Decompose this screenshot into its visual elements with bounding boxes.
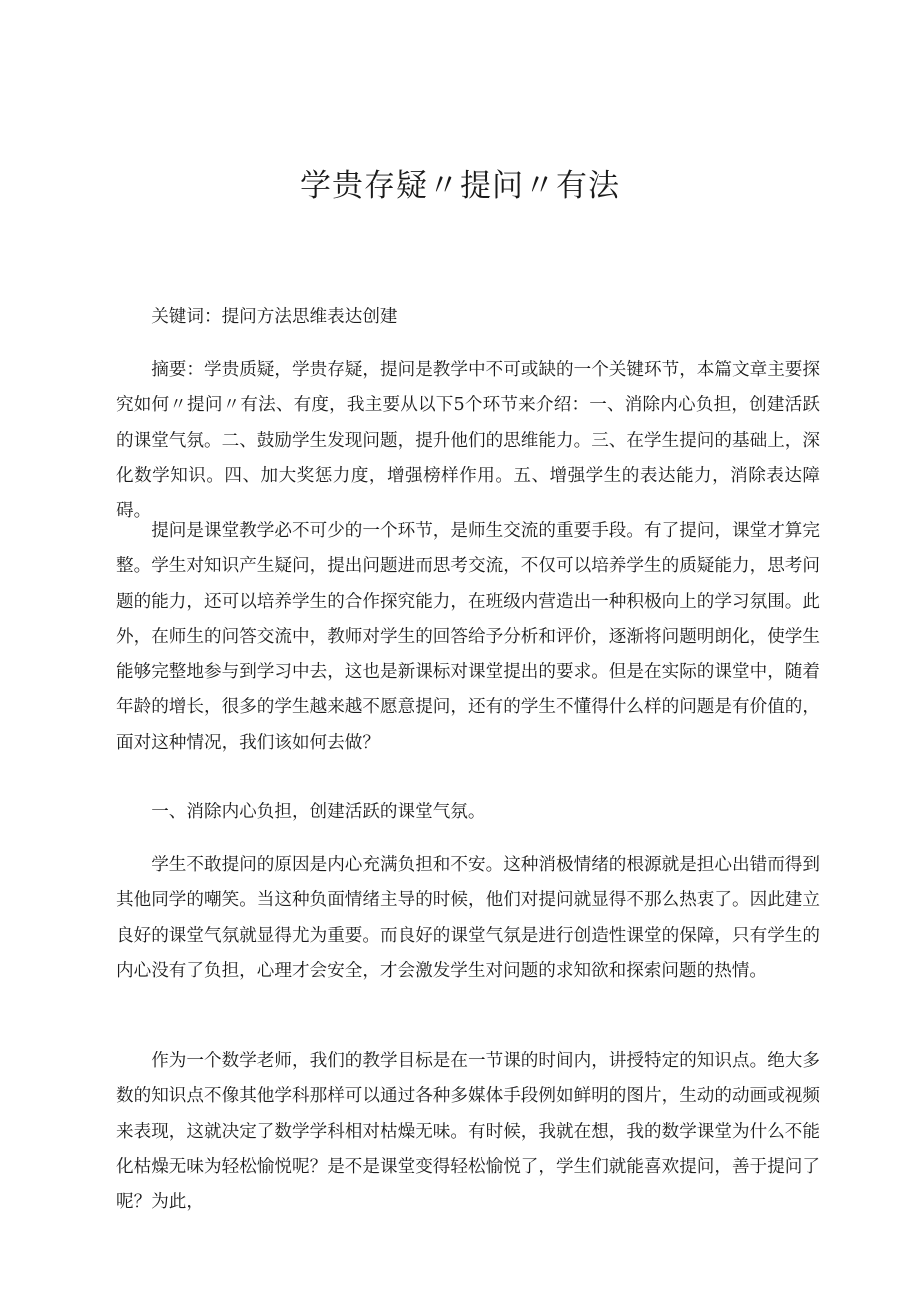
section-heading-1: 一、消除内心负担，创建活跃的课堂气氛。 xyxy=(151,802,486,822)
document-title: 学贵存疑〃提问〃有法 xyxy=(300,168,620,204)
body-paragraph: 作为一个数学老师，我们的教学目标是在一节课的时间内，讲授特定的知识点。绝大多数的知识点不像其他学科那样可以通过各种多媒体手段例如鲜明的图片，生动的动画或视频来表现，这就决定了数学学科相对枯燥无味。有时候，我就在想，我的数学课堂为什么不能化枯燥无味为轻松愉悦呢？是不是课堂变得轻松愉悦了，学生们就能喜欢提问，善于提问了呢？为此， xyxy=(116,1051,820,1213)
abstract-paragraph: 摘要：学贵质疑，学贵存疑，提问是教学中不可或缺的一个关键环节，本篇文章主要探究如何〃提问〃有法、有度，我主要从以下5个环节来介绍：一、消除内心负担，创建活跃的课堂气氛。二、鼓励学生发现问题，提升他们的思维能力。三、在学生提问的基础上，深化数学知识。四、加大奖惩力度，增强榜样作用。五、增强学生的表达能力，消除表达障碍。 xyxy=(116,360,820,522)
keywords-line: 关键词：提问方法思维表达创建 xyxy=(151,307,398,327)
body-paragraph: 学生不敢提问的原因是内心充满负担和不安。这种消极情绪的根源就是担心出错而得到其他同学的嘲笑。当这种负面情绪主导的时候，他们对提问就显得不那么热衷了。因此建立良好的课堂气氛就显得尤为重要。而良好的课堂气氛是进行创造性课堂的保障，只有学生的内心没有了负担，心理才会安全，才会激发学生对问题的求知欲和探索问题的热情。 xyxy=(116,855,820,981)
intro-paragraph: 提问是课堂教学必不可少的一个环节，是师生交流的重要手段。有了提问，课堂才算完整。学生对知识产生疑问，提出问题进而思考交流，不仅可以培养学生的质疑能力，思考问题的能力，还可以培养学生的合作探究能力，在班级内营造出一种积极向上的学习氛围。此外，在师生的问答交流中，教师对学生的回答给予分析和评价，逐渐将问题明朗化，使学生能够完整地参与到学习中去，这也是新课标对课堂提出的要求。但是在实际的课堂中，随着年龄的增长，很多的学生越来越不愿意提问，还有的学生不懂得什么样的问题是有价值的，面对这种情况，我们该如何去做？ xyxy=(116,521,820,753)
